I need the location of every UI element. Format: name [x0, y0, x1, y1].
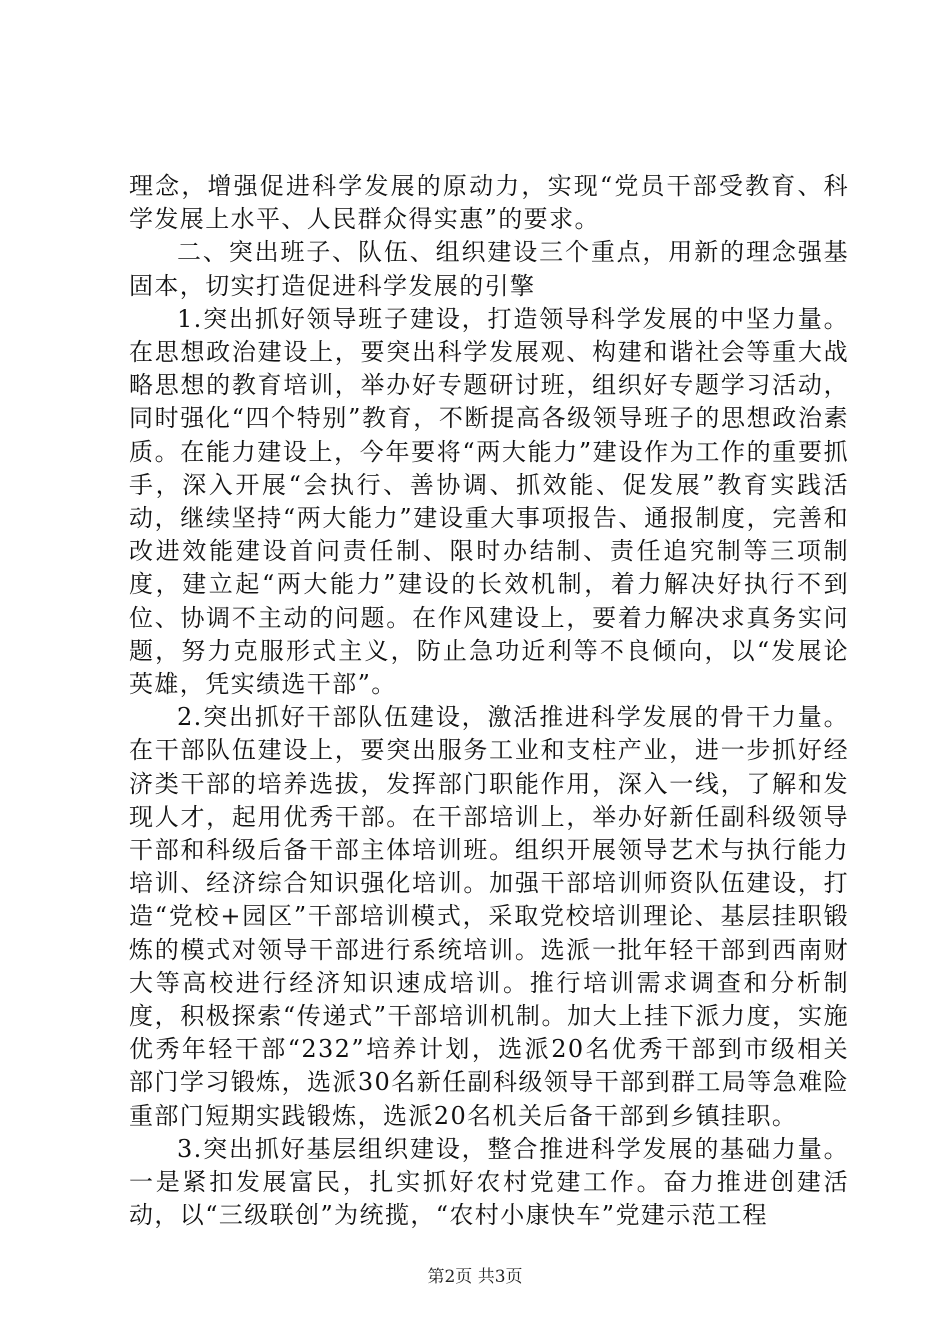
- section-heading: 二、突出班子、队伍、组织建设三个重点，用新的理念强基固本，切实打造促进科学发展的引擎: [129, 238, 849, 300]
- paragraph-grassroots: 3.突出抓好基层组织建设，整合推进科学发展的基础力量。一是紧扣发展富民，扎实抓好农村党建工作。奋力推进创建活动，以“三级联创”为统揽，“农村小康快车”党建示范工程: [129, 1134, 849, 1230]
- paragraph-continuation: 理念，增强促进科学发展的原动力，实现“党员干部受教育、科学发展上水平、人民群众得实惠”的要求。: [129, 172, 849, 234]
- page-number-footer: 第2页 共3页: [427, 1267, 523, 1287]
- document-body: [129, 170, 849, 1233]
- paragraph-leadership: 1.突出抓好领导班子建设，打造领导科学发展的中坚力量。在思想政治建设上，要突出科学发展观、构建和谐社会等重大战略思想的教育培训，举办好专题研讨班，组织好专题学习活动，同时强化“四个特别”教育，不断提高各级领导班子的思想政治素质。在能力建设上，今年要将“两大能力”建设作为工作的重要抓手，深入开展“会执行、善协调、抓效能、促发展”教育实践活动，继续坚持“两大能力”建设重大事项报告、通报制度，完善和改进效能建设首问责任制、限时办结制、责任追究制等三项制度，建立起“两大能力”建设的长效机制，着力解决好执行不到位、协调不主动的问题。在作风建设上，要着力解决求真务实问题，努力克服形式主义，防止急功近利等不良倾向，以“发展论英雄，凭实绩选干部”。: [129, 304, 849, 699]
- paragraph-cadre-team: 2.突出抓好干部队伍建设，激活推进科学发展的骨干力量。在干部队伍建设上，要突出服务工业和支柱产业，进一步抓好经济类干部的培养选拔，发挥部门职能作用，深入一线，了解和发现人才，起用优秀干部。在干部培训上，举办好新任副科级领导干部和科级后备干部主体培训班。组织开展领导艺术与执行能力培训、经济综合知识强化培训。加强干部培训师资队伍建设，打造“党校+园区”干部培训模式，采取党校培训理论、基层挂职锻炼的模式对领导干部进行系统培训。选派一批年轻干部到西南财大等高校进行经济知识速成培训。推行培训需求调查和分析制度，积极探索“传递式”干部培训机制。加大上挂下派力度，实施优秀年轻干部“232”培养计划，选派20名优秀干部到市级相关部门学习锻炼，选派30名新任副科级领导干部到群工局等急难险重部门短期实践锻炼，选派20名机关后备干部到乡镇挂职。: [129, 703, 849, 1130]
